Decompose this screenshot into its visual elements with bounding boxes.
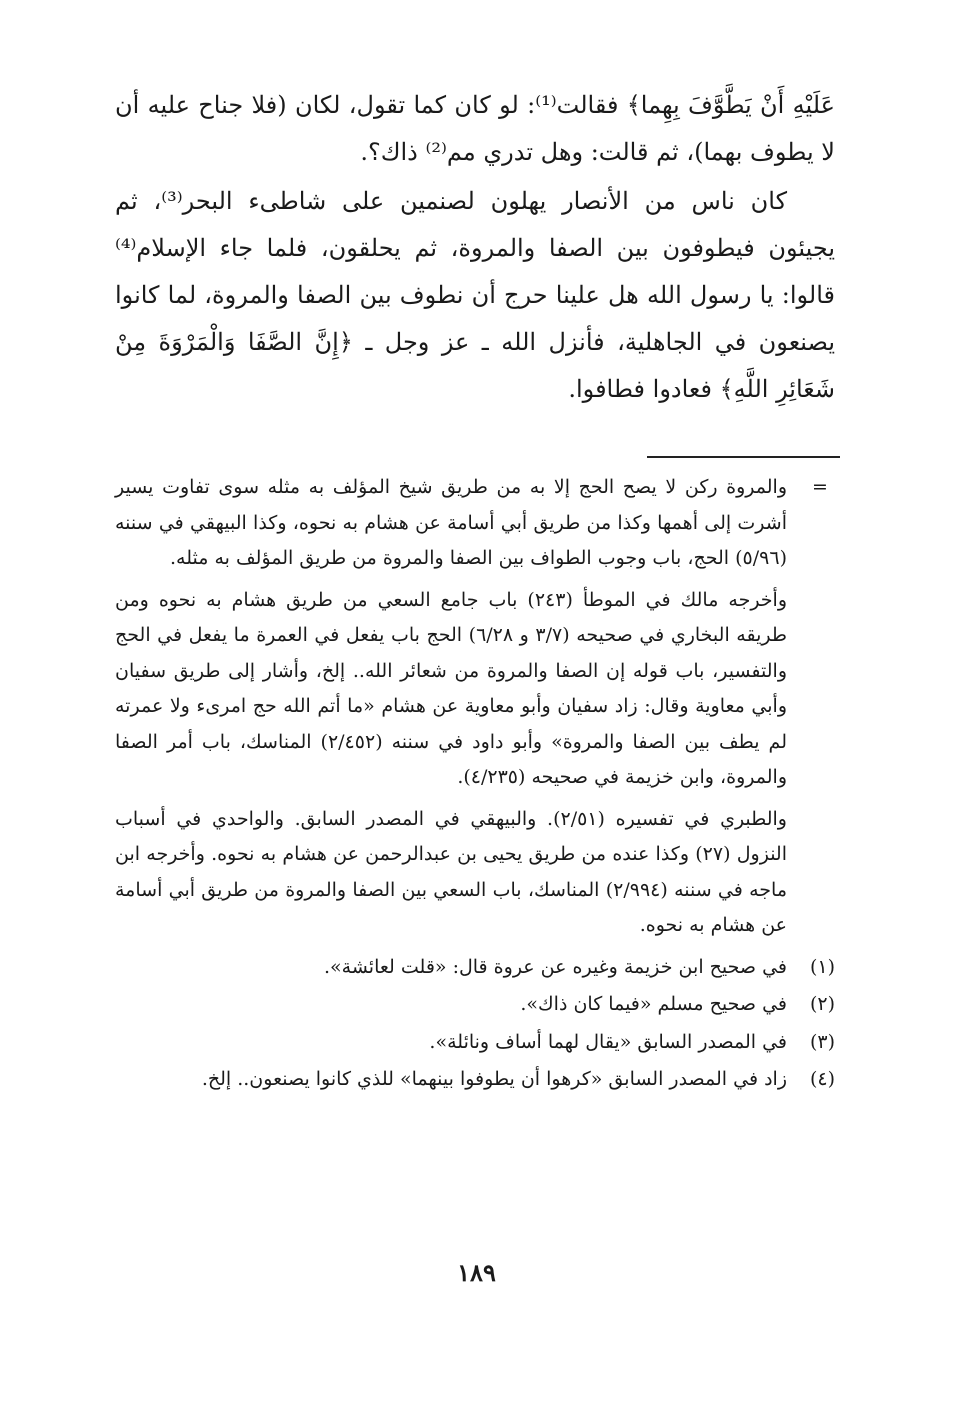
continuation-mark: =	[812, 476, 828, 498]
footnote-continuation-paragraph-2: وأخرجه مالك في الموطأ (٢٤٣) باب جامع السعي من طريق هشام به نحوه ومن طريقه البخاري في صحيحه (٣/٧ و ٦/٢٨) الحج باب يفعل في العمرة ما يفعل في الحج والتفسير، باب قوله إن الصفا والمروة من شعائر الله.. إلخ، وأشار إلى طريق سفيان وأبي معاوية وقال: زاد سفيان وأبو معاوية عن هشام «ما أتم الله حج امرىء ولا عمرته لم يطف بين الصفا والمروة» وأبو داود في سننه (٢/٤٥٢) المناسك، باب أمر الصفا والمروة، وابن خزيمة في صحيحه (٤/٢٣٥).	[115, 588, 788, 788]
footnote-text: في صحيح ابن خزيمة وغيره عن عروة قال: «قلت لعائشة».	[324, 955, 787, 978]
footnote-number: (٣)	[809, 1030, 835, 1053]
main-paragraph-1: عَلَيْهِ أَنْ يَطَّوَّفَ بِهِما﴾ فقالت⁽¹⁾: لو كان كما تقول، لكان (فلا جناح عليه أن لا يطوف بهما)، ثم قالت: وهل تدري مم⁽²⁾ ذاك؟.	[115, 91, 835, 166]
footnotes-section	[115, 470, 835, 1098]
footnote-4	[115, 1062, 835, 1098]
footnote-separator	[647, 456, 840, 458]
footnote-continuation-paragraph-3: والطبري في تفسيره (٢/٥١). والبيهقي في المصدر السابق. والواحدي في أسباب النزول (٢٧) وكذا عنده من طريق يحيى بن عبدالرحمن عن هشام به نحوه. وأخرجه ابن ماجه في سننه (٢/٩٩٤) المناسك، باب السعي بين الصفا والمروة من طريق أبي أسامة عن هشام به نحوه.	[115, 807, 788, 936]
page-number: ١٨٩	[457, 1258, 496, 1287]
footnote-3	[115, 1025, 835, 1061]
footnote-number: (١)	[809, 955, 835, 978]
footnote-continuation-paragraph-1: والمروة ركن لا يصح الحج إلا به من طريق شيخ المؤلف به مثله سوى تفاوت يسير أشرت إلى أهمها وكذا من طريق أبي أسامة عن هشام به نحوه، وكذا البيهقي في سننه (٥/٩٦) الحج، باب وجوب الطواف بين الصفا والمروة من طريق المؤلف به مثله.	[115, 476, 787, 569]
footnote-number: (٢)	[809, 993, 835, 1015]
footnote-continuation	[115, 470, 835, 944]
main-paragraph-2: كان ناس من الأنصار يهلون لصنمين على شاطىء البحر⁽³⁾، ثم يجيئون فيطوفون بين الصفا والمروة، ثم يحلقون، فلما جاء الإسلام⁽⁴⁾ قالوا: يا رسول الله هل علينا حرج أن نطوف بين الصفا والمروة، لما كانوا يصنعون في الجاهلية، فأنزل الله ـ عز وجل ـ ﴿إِنَّ الصَّفَا وَالْمَرْوَةَ مِنْ شَعَائِرِ اللَّهِ﴾ فعادوا فطافوا.	[115, 187, 835, 403]
footnote-2	[115, 987, 835, 1023]
footnote-text: في المصدر السابق «يقال لهما أساف ونائلة».	[429, 1030, 787, 1053]
footnote-text: زاد في المصدر السابق «كرهوا أن يطوفوا بينهما» للذي كانوا يصنعون.. إلخ.	[201, 1068, 787, 1090]
footnote-1	[115, 950, 835, 986]
main-text	[115, 82, 835, 413]
footnote-text: في صحيح مسلم «فيما كان ذاك».	[520, 993, 787, 1015]
footnote-number: (٤)	[809, 1068, 835, 1090]
